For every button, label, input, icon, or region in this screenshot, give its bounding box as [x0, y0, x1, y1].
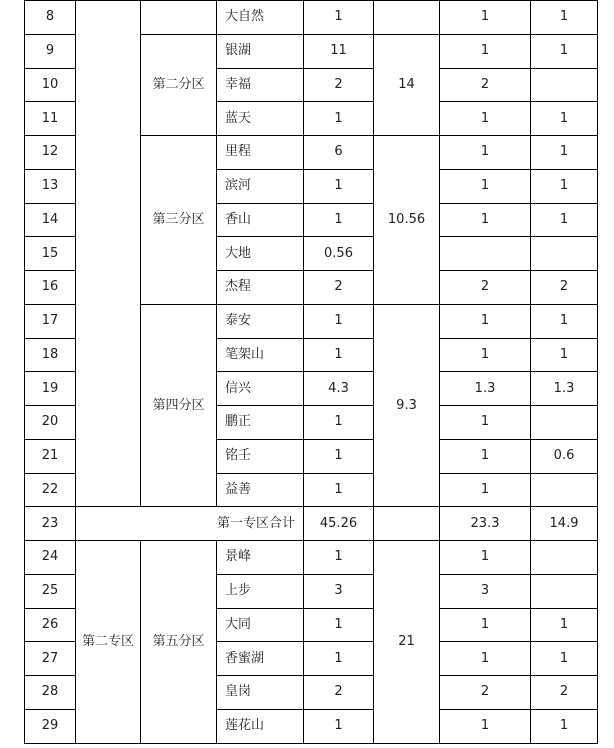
col-c-cell: 1 — [531, 136, 598, 170]
col-b-cell: 1 — [440, 304, 531, 338]
col-b-cell: 1 — [440, 439, 531, 473]
col-b-cell: 2 — [440, 676, 531, 710]
col-b-cell: 1 — [440, 473, 531, 507]
col-c-cell: 1 — [531, 338, 598, 372]
col-c-cell: 1.3 — [531, 372, 598, 406]
row-number: 13 — [25, 169, 76, 203]
value-cell: 1 — [304, 709, 374, 743]
col-c-cell — [531, 68, 598, 102]
name-cell: 蓝天 — [217, 102, 304, 136]
table-row-total — [25, 507, 598, 541]
row-number: 23 — [25, 507, 76, 541]
col-c-cell — [531, 473, 598, 507]
district-cell: 第三分区 — [141, 136, 217, 305]
col-b-cell: 1 — [440, 136, 531, 170]
table-row — [25, 541, 598, 575]
value-cell: 2 — [304, 271, 374, 305]
col-b-cell: 1 — [440, 642, 531, 676]
name-cell: 大地 — [217, 237, 304, 271]
district-total-cell: 10.56 — [374, 136, 440, 305]
col-c-cell — [531, 237, 598, 271]
name-cell: 大同 — [217, 608, 304, 642]
row-number: 17 — [25, 304, 76, 338]
district-cell — [141, 1, 217, 35]
data-table — [24, 0, 598, 744]
row-number: 8 — [25, 1, 76, 35]
col-b-cell: 1 — [440, 203, 531, 237]
row-number: 12 — [25, 136, 76, 170]
row-number: 27 — [25, 642, 76, 676]
district-total-cell: 14 — [374, 34, 440, 135]
name-cell: 香蜜湖 — [217, 642, 304, 676]
col-b-cell: 1 — [440, 169, 531, 203]
district-total-cell — [374, 507, 440, 541]
district-cell: 第五分区 — [141, 541, 217, 744]
district-total-cell — [374, 1, 440, 35]
col-b-cell: 1.3 — [440, 372, 531, 406]
value-cell: 4.3 — [304, 372, 374, 406]
name-cell: 皇岗 — [217, 676, 304, 710]
col-c-cell: 14.9 — [531, 507, 598, 541]
col-b-cell: 1 — [440, 1, 531, 35]
value-cell: 3 — [304, 574, 374, 608]
col-c-cell: 1 — [531, 169, 598, 203]
name-cell: 香山 — [217, 203, 304, 237]
district-cell: 第四分区 — [141, 304, 217, 507]
col-b-cell: 2 — [440, 68, 531, 102]
row-number: 21 — [25, 439, 76, 473]
col-c-cell: 1 — [531, 102, 598, 136]
name-cell: 莲花山 — [217, 709, 304, 743]
col-c-cell: 1 — [531, 709, 598, 743]
name-cell: 里程 — [217, 136, 304, 170]
row-number: 15 — [25, 237, 76, 271]
col-b-cell: 1 — [440, 608, 531, 642]
col-c-cell: 1 — [531, 203, 598, 237]
value-cell: 1 — [304, 608, 374, 642]
value-cell: 0.56 — [304, 237, 374, 271]
col-b-cell: 2 — [440, 271, 531, 305]
col-b-cell — [440, 237, 531, 271]
zone-cell — [76, 1, 141, 507]
name-cell: 铭壬 — [217, 439, 304, 473]
total-label: 第一专区合计 — [76, 507, 304, 541]
name-cell: 景峰 — [217, 541, 304, 575]
row-number: 14 — [25, 203, 76, 237]
row-number: 19 — [25, 372, 76, 406]
col-b-cell: 3 — [440, 574, 531, 608]
row-number: 22 — [25, 473, 76, 507]
col-b-cell: 1 — [440, 406, 531, 440]
col-b-cell: 1 — [440, 338, 531, 372]
name-cell: 幸福 — [217, 68, 304, 102]
value-cell: 2 — [304, 676, 374, 710]
value-cell: 1 — [304, 541, 374, 575]
col-b-cell: 1 — [440, 34, 531, 68]
value-cell: 1 — [304, 406, 374, 440]
row-number: 28 — [25, 676, 76, 710]
value-cell: 1 — [304, 473, 374, 507]
name-cell: 鹏正 — [217, 406, 304, 440]
value-cell: 11 — [304, 34, 374, 68]
row-number: 25 — [25, 574, 76, 608]
col-c-cell: 1 — [531, 608, 598, 642]
row-number: 24 — [25, 541, 76, 575]
table-row — [25, 1, 598, 35]
value-cell: 6 — [304, 136, 374, 170]
col-b-cell: 1 — [440, 102, 531, 136]
name-cell: 上步 — [217, 574, 304, 608]
name-cell: 大自然 — [217, 1, 304, 35]
row-number: 29 — [25, 709, 76, 743]
value-cell: 1 — [304, 642, 374, 676]
value-cell: 1 — [304, 1, 374, 35]
row-number: 16 — [25, 271, 76, 305]
district-total-cell: 9.3 — [374, 304, 440, 507]
name-cell: 杰程 — [217, 271, 304, 305]
name-cell: 银湖 — [217, 34, 304, 68]
row-number: 9 — [25, 34, 76, 68]
col-c-cell — [531, 574, 598, 608]
name-cell: 信兴 — [217, 372, 304, 406]
col-c-cell: 2 — [531, 271, 598, 305]
value-cell: 1 — [304, 439, 374, 473]
value-cell: 1 — [304, 304, 374, 338]
district-total-cell: 21 — [374, 541, 440, 744]
value-cell: 2 — [304, 68, 374, 102]
value-cell: 1 — [304, 102, 374, 136]
value-cell: 1 — [304, 169, 374, 203]
col-c-cell: 1 — [531, 304, 598, 338]
col-b-cell: 23.3 — [440, 507, 531, 541]
name-cell: 笔架山 — [217, 338, 304, 372]
name-cell: 滨河 — [217, 169, 304, 203]
row-number: 26 — [25, 608, 76, 642]
col-c-cell: 0.6 — [531, 439, 598, 473]
col-b-cell: 1 — [440, 541, 531, 575]
col-c-cell — [531, 406, 598, 440]
col-c-cell: 2 — [531, 676, 598, 710]
col-c-cell: 1 — [531, 34, 598, 68]
value-cell: 45.26 — [304, 507, 374, 541]
row-number: 11 — [25, 102, 76, 136]
col-c-cell — [531, 541, 598, 575]
row-number: 18 — [25, 338, 76, 372]
col-b-cell: 1 — [440, 709, 531, 743]
zone-cell: 第二专区 — [76, 541, 141, 744]
name-cell: 泰安 — [217, 304, 304, 338]
col-c-cell: 1 — [531, 642, 598, 676]
value-cell: 1 — [304, 203, 374, 237]
col-c-cell: 1 — [531, 1, 598, 35]
district-cell: 第二分区 — [141, 34, 217, 135]
row-number: 20 — [25, 406, 76, 440]
value-cell: 1 — [304, 338, 374, 372]
name-cell: 益善 — [217, 473, 304, 507]
row-number: 10 — [25, 68, 76, 102]
